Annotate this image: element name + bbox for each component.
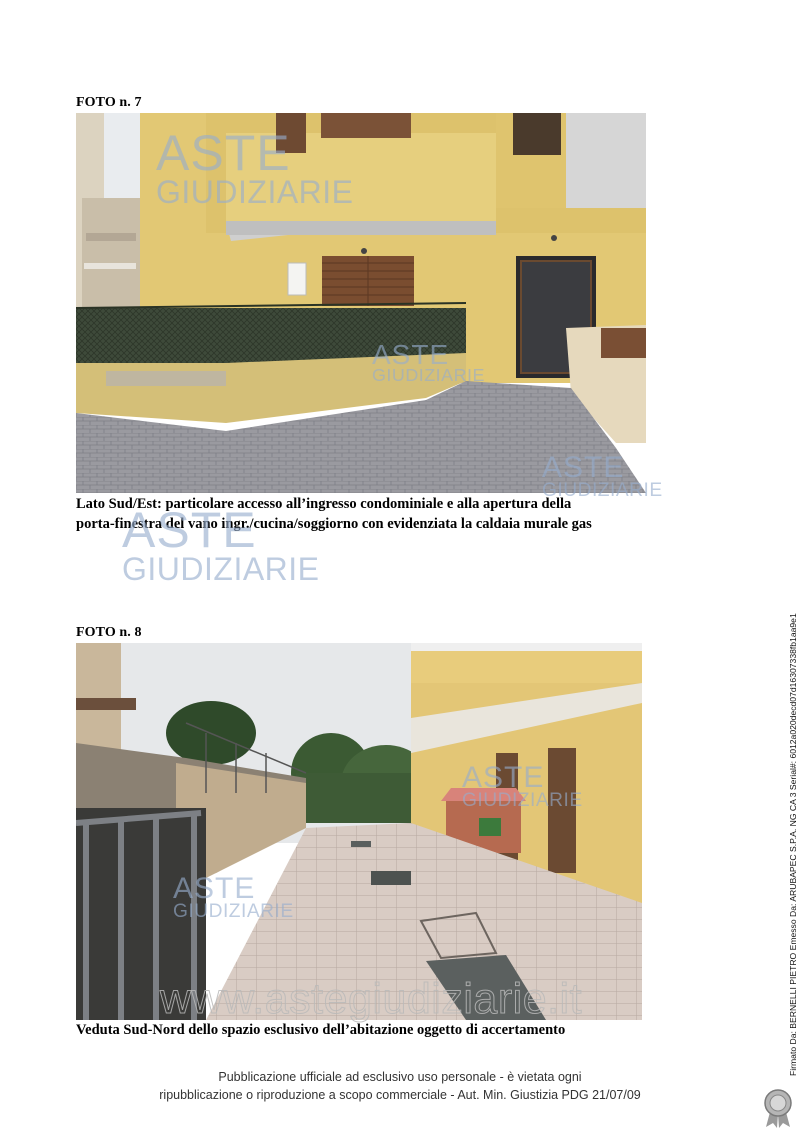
- photo-7-label: FOTO n. 7: [76, 95, 142, 110]
- aste-watermark: ASTE GIUDIZIARIE: [542, 451, 663, 501]
- aste-watermark: ASTE GIUDIZIARIE: [156, 125, 354, 210]
- publication-notice: Pubblicazione ufficiale ad esclusivo uso personale - è vietata ogni ripubblicazione o riproduzione a scopo commerciale - Aut. Min. Giustizia PDG 21/07/09: [159, 1070, 641, 1102]
- digital-signature-text: Firmato Da: BERNELLI PIETRO Emesso Da: ARUBAPEC S.P.A. NG CA 3 Serial#: 6012a020decd07d16307338fb1aa9e1: [788, 613, 798, 1076]
- aste-watermark: ASTE GIUDIZIARIE: [372, 339, 485, 385]
- aste-watermark: ASTE GIUDIZIARIE: [173, 872, 294, 922]
- url-watermark: www.astegiudiziarie.it: [160, 975, 583, 1023]
- aste-watermark: ASTE GIUDIZIARIE: [462, 761, 583, 811]
- photo-8-caption: Veduta Sud-Nord dello spazio esclusivo dell’abitazione oggetto di accertamento: [76, 1022, 566, 1038]
- photo-8-image: [76, 643, 642, 1020]
- aste-watermark: ASTE GIUDIZIARIE: [122, 502, 320, 587]
- photo-8-label: FOTO n. 8: [76, 625, 142, 640]
- photo-7-caption: Lato Sud/Est: particolare accesso all’ingresso condominiale e alla apertura della porta-finestra del vano ingr./cucina/soggiorno con evidenziata la caldaia murale gas: [76, 496, 592, 532]
- photo-7-image: [76, 113, 646, 493]
- seal-icon: [760, 1088, 796, 1128]
